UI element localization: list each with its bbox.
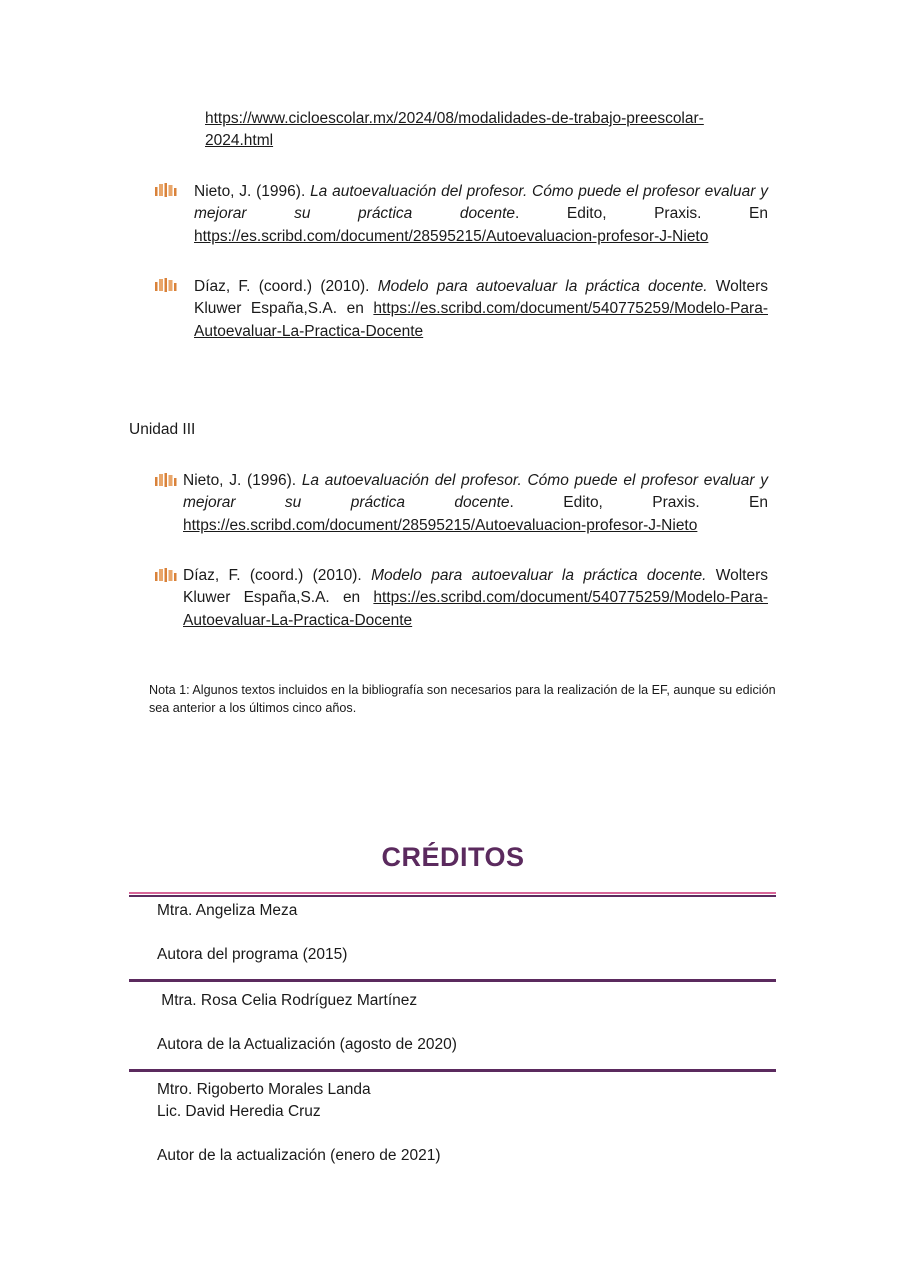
book-icon (155, 183, 177, 197)
reference-publisher: Wolters Kluwer España,S.A. en (183, 567, 768, 607)
credit-name: Lic. David Heredia Cruz (157, 1103, 321, 1120)
credit-role: Autora de la Actualización (agosto de 2020) (157, 1036, 457, 1053)
previous-reference-tail (205, 108, 775, 152)
reference-entry (194, 181, 768, 248)
reference-title: La autoevaluación del profesor. Cómo puede el profesor evaluar y mejorar su práctica docente (183, 472, 769, 512)
divider (129, 892, 776, 894)
unit-heading: Unidad III (129, 421, 196, 438)
reference-entry (183, 565, 768, 632)
book-icon (155, 473, 177, 487)
book-icon (155, 278, 177, 292)
reference-link[interactable]: https://es.scribd.com/document/540775259/Modelo-Para-Autoevaluar-La-Practica-Docente (183, 589, 768, 629)
credit-role: Autora del programa (2015) (157, 946, 348, 963)
credit-role: Autor de la actualización (enero de 2021) (157, 1147, 441, 1164)
reference-title: La autoevaluación del profesor. Cómo puede el profesor evaluar y mejorar su práctica docente (194, 183, 769, 223)
reference-author: Nieto, J. (1996). (183, 472, 302, 489)
credit-name: Mtra. Rosa Celia Rodríguez Martínez (157, 992, 418, 1009)
credit-name: Mtro. Rigoberto Morales Landa (157, 1081, 371, 1098)
reference-entry (194, 276, 768, 343)
reference-title: Modelo para autoevaluar la práctica docente. (377, 278, 708, 295)
reference-publisher: . Edito, Praxis. En (515, 205, 768, 223)
divider (129, 895, 776, 897)
reference-link[interactable]: https://es.scribd.com/document/28595215/Autoevaluacion-profesor-J-Nieto (183, 516, 698, 534)
reference-author: Nieto, J. (1996). (194, 183, 311, 200)
reference-publisher: . Edito, Praxis. En (509, 494, 768, 512)
reference-link[interactable]: https://es.scribd.com/document/540775259/Modelo-Para-Autoevaluar-La-Practica-Docente (194, 300, 768, 340)
bibliography-note: Nota 1: Algunos textos incluidos en la bibliografía son necesarios para la realización de la EF, aunque su edición sea anterior a los últimos cinco años. (149, 683, 776, 715)
book-icon (155, 568, 177, 582)
reference-title: Modelo para autoevaluar la práctica docente. (371, 567, 707, 584)
credit-name: Mtra. Angeliza Meza (157, 902, 298, 919)
reference-entry (183, 470, 768, 537)
reference-link-continued[interactable]: 2024.html (205, 132, 274, 149)
reference-author: Díaz, F. (coord.) (2010). (183, 567, 372, 584)
reference-link[interactable]: https://es.scribd.com/document/28595215/Autoevaluacion-profesor-J-Nieto (194, 227, 709, 245)
divider (129, 979, 776, 982)
reference-publisher: Wolters Kluwer España,S.A. en (194, 278, 768, 318)
reference-author: Díaz, F. (coord.) (2010). (194, 278, 378, 295)
divider (129, 1069, 776, 1072)
reference-link[interactable]: https://www.cicloescolar.mx/2024/08/modalidades-de-trabajo-preescolar- (205, 110, 704, 127)
credits-title: CRÉDITOS (381, 842, 525, 872)
